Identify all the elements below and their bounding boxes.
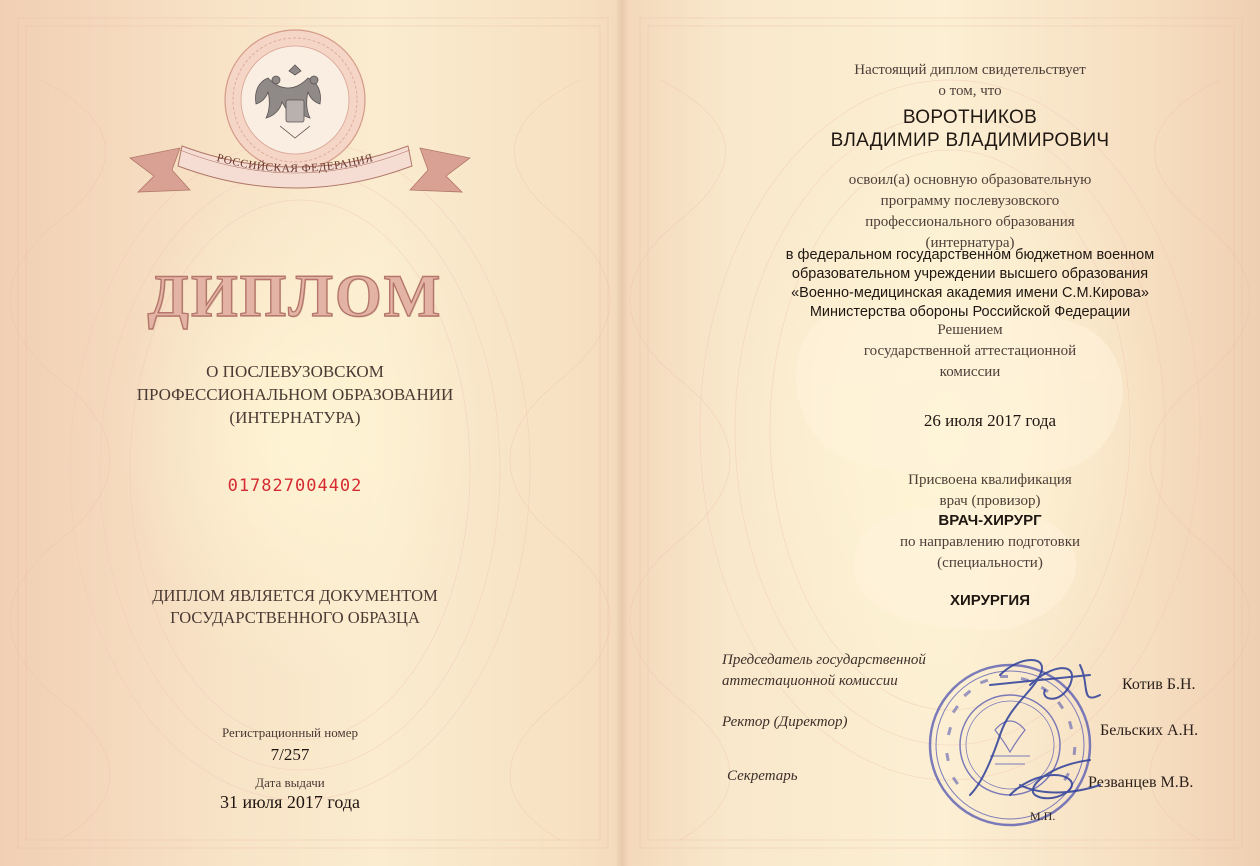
document-note-line: ДИПЛОМ ЯВЛЯЕТСЯ ДОКУМЕНТОМ bbox=[152, 586, 438, 605]
qualification: ВРАЧ-ХИРУРГ bbox=[938, 512, 1042, 529]
holder-given-names: ВЛАДИМИР ВЛАДИМИРОВИЧ bbox=[830, 130, 1110, 151]
center-fold bbox=[615, 0, 629, 866]
institution-line: «Военно-медицинская академия имени С.М.Кирова» bbox=[791, 285, 1149, 301]
serial-number: 017827004402 bbox=[227, 476, 363, 496]
institution bbox=[700, 246, 1240, 322]
subtitle-line: ПРОФЕССИОНАЛЬНОМ ОБРАЗОВАНИИ bbox=[136, 385, 454, 404]
diploma-subtitle bbox=[100, 360, 490, 429]
institution-line: Министерства обороны Российской Федерации bbox=[809, 304, 1131, 320]
subtitle-line: О ПОСЛЕВУЗОВСКОМ bbox=[206, 362, 384, 381]
decision-line: государственной аттестационной bbox=[863, 343, 1077, 359]
chairman-role-line: аттестационной комиссии bbox=[722, 673, 898, 689]
document-note bbox=[120, 585, 470, 629]
holder-name bbox=[720, 106, 1220, 152]
issue-date-label: Дата выдачи bbox=[255, 775, 325, 790]
institution-line: образовательном учреждении высшего образования bbox=[791, 266, 1149, 282]
direction-line: (специальности) bbox=[937, 555, 1043, 571]
chairman-role-line: Председатель государственной bbox=[722, 652, 926, 668]
qualification-line: врач (провизор) bbox=[939, 493, 1041, 509]
direction-text bbox=[820, 532, 1160, 574]
registration-label: Регистрационный номер bbox=[222, 725, 358, 740]
decision-date: 26 июля 2017 года bbox=[923, 411, 1057, 430]
rector-name: Бельских А.Н. bbox=[1100, 722, 1199, 739]
rector-role: Ректор (Директор) bbox=[722, 714, 848, 730]
completed-line: профессионального образования bbox=[865, 214, 1075, 230]
completed-program bbox=[820, 170, 1120, 254]
chairman-name: Котив Б.Н. bbox=[1122, 676, 1196, 693]
certifies-text bbox=[820, 60, 1120, 102]
handwritten-signature-icon bbox=[930, 645, 1130, 835]
qualification-intro bbox=[820, 470, 1160, 512]
certifies-line: о том, что bbox=[938, 83, 1002, 99]
issue-date: 31 июля 2017 года bbox=[220, 792, 360, 812]
completed-line: программу послевузовского bbox=[880, 193, 1060, 209]
specialty: ХИРУРГИЯ bbox=[950, 592, 1030, 609]
diploma-title: ДИПЛОМ bbox=[147, 263, 443, 329]
state-emblem bbox=[120, 20, 480, 220]
direction-line: по направлению подготовки bbox=[899, 534, 1081, 550]
ribbon-text: РОССИЙСКАЯ ФЕДЕРАЦИЯ bbox=[215, 152, 375, 176]
holder-surname: ВОРОТНИКОВ bbox=[902, 107, 1038, 128]
completed-line: освоил(а) основную образовательную bbox=[848, 172, 1092, 188]
institution-line: в федеральном государственном бюджетном военном bbox=[785, 247, 1155, 263]
commission-decision bbox=[820, 320, 1120, 383]
secretary-role: Секретарь bbox=[727, 768, 798, 784]
subtitle-line: (ИНТЕРНАТУРА) bbox=[229, 408, 361, 427]
seal-mark: М.П. bbox=[1030, 809, 1056, 823]
decision-line: Решением bbox=[937, 322, 1003, 338]
registration-number: 7/257 bbox=[270, 745, 310, 764]
decision-line: комиссии bbox=[939, 364, 1001, 380]
document-note-line: ГОСУДАРСТВЕННОГО ОБРАЗЦА bbox=[170, 608, 420, 627]
certifies-line: Настоящий диплом свидетельствует bbox=[854, 62, 1086, 78]
completed-line: (интернатура) bbox=[925, 235, 1015, 251]
qualification-line: Присвоена квалификация bbox=[908, 472, 1072, 488]
secretary-name: Резванцев М.В. bbox=[1088, 774, 1194, 791]
